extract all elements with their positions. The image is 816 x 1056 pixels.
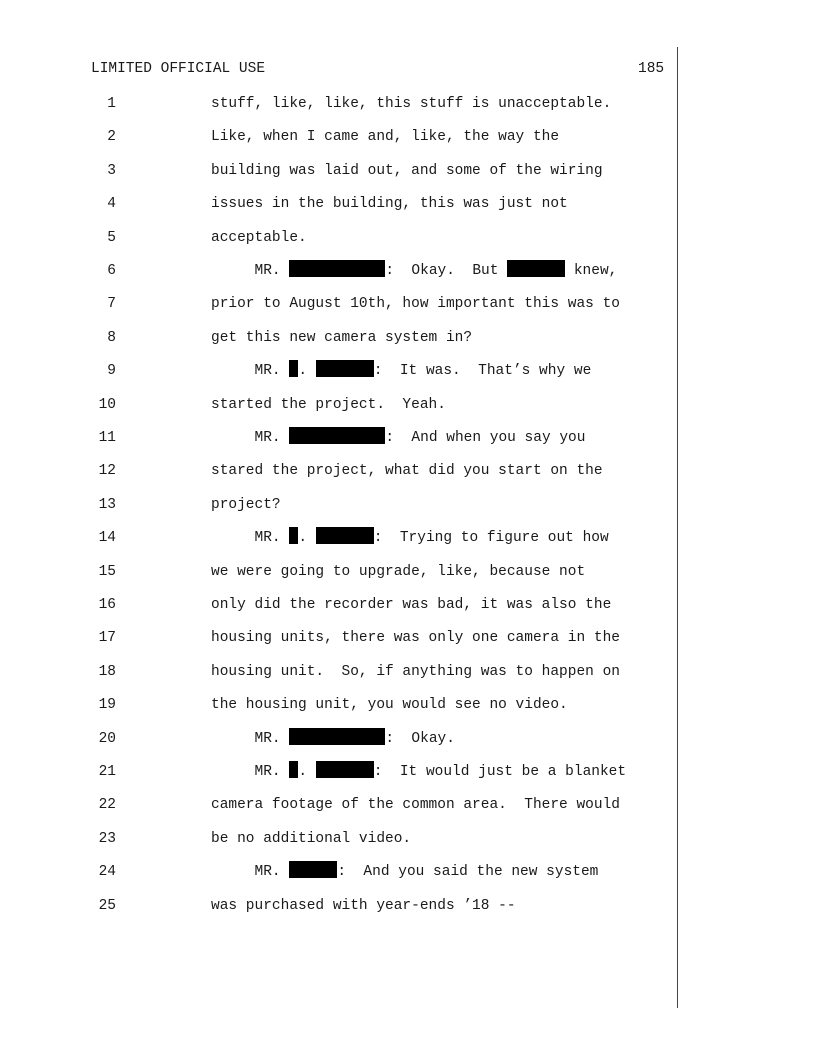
redaction-block: [289, 360, 298, 377]
line-text: [211, 393, 446, 417]
line-text: [211, 92, 611, 116]
text-segment: : Trying to figure out how: [373, 530, 609, 547]
transcript-line: [0, 326, 816, 350]
line-number: 12: [98, 463, 116, 480]
line-text: [211, 793, 620, 817]
redaction-block: [316, 761, 374, 778]
redaction-block: [289, 861, 337, 878]
transcript-line: [0, 760, 816, 784]
line-number: 11: [98, 430, 116, 446]
text-segment: be no additional video.: [211, 830, 412, 847]
line-number: 5: [107, 229, 116, 246]
text-segment: : It was. That’s why we: [373, 363, 592, 380]
line-number: 19: [98, 697, 116, 714]
line-number: 22: [98, 797, 116, 814]
transcript-line: [0, 393, 816, 417]
transcript-line: [0, 493, 816, 517]
text-segment: MR.: [211, 764, 290, 780]
transcript-line: [0, 793, 816, 817]
line-text: [211, 226, 307, 250]
line-number: 20: [98, 730, 116, 747]
line-number: 9: [107, 363, 116, 380]
text-segment: get this new camera system in?: [211, 329, 473, 346]
line-number: 24: [98, 864, 116, 881]
redaction-block: [507, 260, 565, 277]
line-number: 18: [98, 663, 116, 680]
text-segment: : And you said the new system: [337, 864, 599, 881]
transcript-line: [0, 292, 816, 316]
line-text: [211, 860, 598, 884]
text-segment: was purchased with year-ends ’18 --: [211, 897, 516, 914]
text-segment: Like, when I came and, like, the way the: [211, 129, 560, 146]
text-segment: knew,: [565, 263, 618, 279]
transcript-line: [0, 226, 816, 250]
line-text: [211, 159, 603, 183]
text-segment: prior to August 10th, how important this was to: [211, 296, 620, 313]
page-number: 185: [638, 61, 665, 77]
text-segment: MR.: [211, 263, 290, 279]
text-segment: .: [298, 363, 316, 380]
line-number: 25: [98, 897, 116, 914]
transcript-line: [0, 860, 816, 884]
text-segment: stared the project, what did you start on the: [211, 463, 603, 480]
text-segment: housing units, there was only one camera in the: [211, 630, 620, 647]
line-number: 15: [98, 563, 116, 580]
transcript-line: [0, 92, 816, 116]
transcript-line: [0, 125, 816, 149]
line-text: [211, 560, 585, 584]
line-text: [211, 426, 585, 450]
text-segment: MR.: [211, 730, 290, 747]
text-segment: MR.: [211, 530, 290, 547]
transcript-line: [0, 593, 816, 617]
line-number: 21: [98, 764, 116, 780]
line-text: [211, 760, 626, 784]
line-text: [211, 660, 620, 684]
line-text: [211, 693, 568, 717]
line-number: 4: [107, 196, 116, 213]
transcript-line: [0, 727, 816, 751]
line-text: [211, 292, 620, 316]
line-text: [211, 626, 620, 650]
text-segment: building was laid out, and some of the wiring: [211, 162, 603, 179]
line-number: 13: [98, 496, 116, 513]
line-number: 2: [107, 129, 116, 146]
line-text: [211, 326, 472, 350]
redaction-block: [289, 527, 298, 544]
redaction-block: [289, 427, 385, 444]
line-number: 17: [98, 630, 116, 647]
line-number: 1: [107, 96, 116, 112]
transcript-line: [0, 426, 816, 450]
line-text: [211, 593, 611, 617]
text-segment: MR.: [211, 363, 290, 380]
line-text: [211, 359, 591, 383]
line-number: 8: [107, 329, 116, 346]
text-segment: started the project. Yeah.: [211, 396, 446, 413]
text-segment: only did the recorder was bad, it was also the: [211, 597, 612, 613]
transcript-line: [0, 626, 816, 650]
classification-marking: LIMITED OFFICIAL USE: [91, 61, 266, 77]
text-segment: MR.: [211, 430, 290, 446]
line-text: [211, 125, 559, 149]
line-number: 14: [98, 530, 116, 547]
line-text: [211, 526, 609, 550]
text-segment: .: [298, 530, 316, 547]
line-number: 7: [107, 296, 116, 313]
redaction-block: [316, 527, 374, 544]
transcript-line: [0, 560, 816, 584]
text-segment: : Okay. But: [385, 263, 508, 279]
line-number: 16: [98, 597, 116, 613]
transcript-line: [0, 693, 816, 717]
text-segment: housing unit. So, if anything was to happen on: [211, 663, 620, 680]
redaction-block: [289, 761, 298, 778]
text-segment: we were going to upgrade, like, because not: [211, 563, 586, 580]
transcript-line: [0, 660, 816, 684]
text-segment: : And when you say you: [385, 430, 586, 446]
transcript-line: [0, 359, 816, 383]
transcript-line: [0, 159, 816, 183]
text-segment: camera footage of the common area. There would: [211, 797, 620, 814]
line-text: [211, 459, 603, 483]
line-text: [211, 827, 411, 851]
text-segment: issues in the building, this was just not: [211, 196, 568, 213]
text-segment: acceptable.: [211, 229, 307, 246]
transcript-line: [0, 894, 816, 918]
line-text: [211, 192, 568, 216]
text-segment: stuff, like, like, this stuff is unacceptable.: [211, 96, 612, 112]
line-text: [211, 894, 516, 918]
text-segment: project?: [211, 496, 281, 513]
text-segment: .: [298, 764, 316, 780]
text-segment: the housing unit, you would see no video.: [211, 697, 568, 714]
redaction-block: [289, 260, 385, 277]
text-segment: MR.: [211, 864, 290, 881]
line-number: 6: [107, 263, 116, 279]
redaction-block: [316, 360, 374, 377]
transcript-line: [0, 827, 816, 851]
line-text: [211, 727, 455, 751]
text-segment: : It would just be a blanket: [373, 764, 627, 780]
line-number: 23: [98, 830, 116, 847]
transcript-line: [0, 192, 816, 216]
transcript-line: [0, 459, 816, 483]
transcript-line: [0, 259, 816, 283]
line-text: [211, 493, 281, 517]
line-number: 10: [98, 396, 116, 413]
line-text: [211, 259, 617, 283]
redaction-block: [289, 728, 385, 745]
transcript-line: [0, 526, 816, 550]
line-number: 3: [107, 162, 116, 179]
text-segment: : Okay.: [385, 730, 455, 747]
